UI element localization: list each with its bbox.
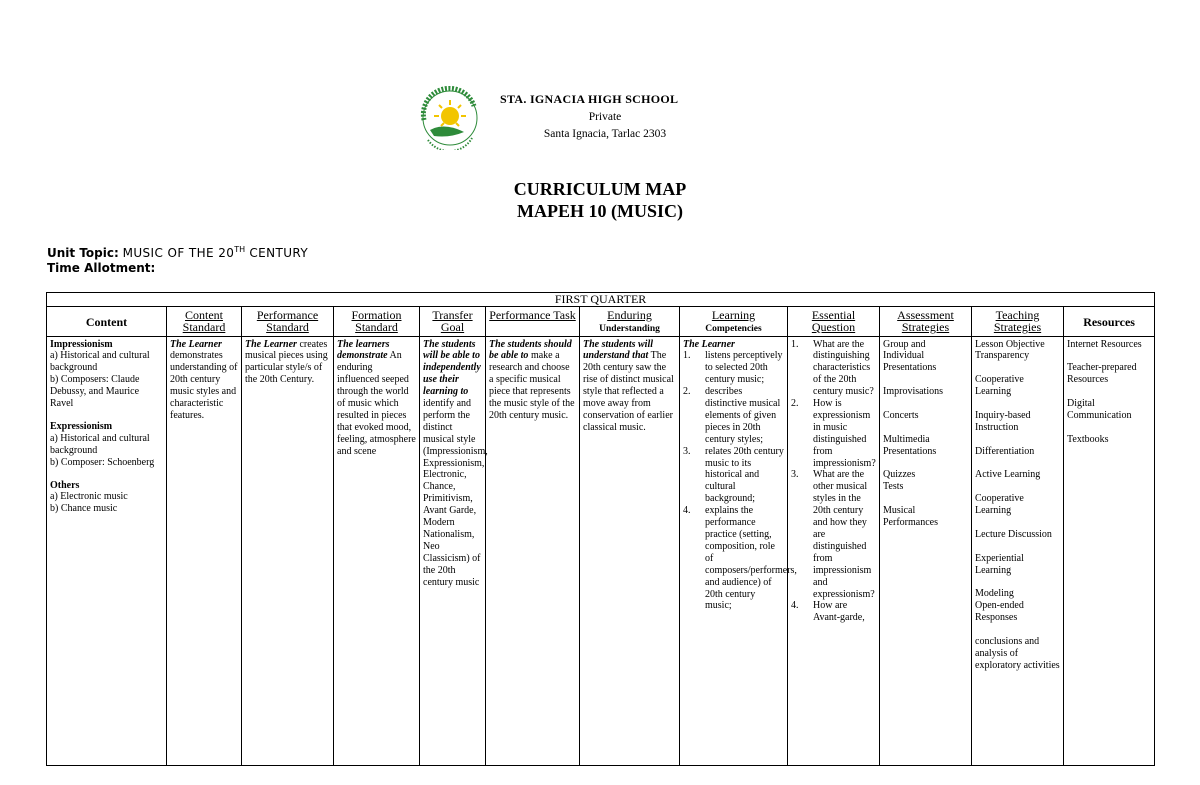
- teaching-item: Cooperative Learning: [975, 374, 1024, 398]
- time-allotment: [47, 261, 308, 276]
- teaching-item: Experiential Learning: [975, 552, 1024, 576]
- cell-resources: [1064, 336, 1155, 765]
- unit-meta: [47, 246, 308, 276]
- header-resources: Resources: [1064, 306, 1155, 336]
- cell-performance-task: The students should be able to make a research and choose a specific musical piece that represents the music style of the 20th century music.: [486, 336, 580, 765]
- curriculum-table: [46, 292, 1155, 766]
- question-item: 4. How are Avant-garde,: [791, 600, 865, 624]
- header-essential-question: Essential Question: [788, 306, 880, 336]
- teaching-item: Cooperative Learning: [975, 493, 1024, 517]
- teaching-item: Open-ended Responses: [975, 600, 1024, 624]
- question-item: 2. How is expressionism in music distinguished from impressionism?: [791, 398, 876, 469]
- cell-enduring-understanding: The students will understand that The 20th century saw the rise of distinct musical style that reflected a move away from conservation of earlier classical music.: [580, 336, 680, 765]
- assessment-item: Concerts: [883, 409, 919, 421]
- hand-icon: [430, 126, 464, 136]
- teaching-item: Differentiation: [975, 445, 1035, 457]
- sun-icon: [434, 100, 466, 126]
- teaching-item: Modeling: [975, 588, 1014, 600]
- header-transfer-goal: Transfer Goal: [420, 306, 486, 336]
- assessment-item: Musical Performances: [883, 505, 938, 529]
- document-title: CURRICULUM MAP: [513, 179, 687, 199]
- assessment-item: Multimedia Presentations: [883, 433, 937, 457]
- quarter-heading: FIRST QUARTER: [47, 293, 1155, 307]
- question-item: 3. What are the other musical styles in the 20th century and how they are distinguished from impressionism and expressionism?: [791, 469, 875, 600]
- header-performance-task: Performance Task: [486, 306, 580, 336]
- resource-item: Teacher-prepared Resources: [1067, 362, 1137, 386]
- assessment-item: Improvisations: [883, 386, 943, 398]
- document-subtitle: MAPEH 10 (MUSIC): [517, 201, 683, 221]
- cell-content: Impressionism a) Historical and cultural background b) Composers: Claude Debussy, and Maurice Ravel Expressionism a) Historical and cultural background b) Composer: Schoenberg Others a) Electronic music b) Chance music: [47, 336, 167, 765]
- teaching-item: conclusions and analysis of exploratory activities: [975, 636, 1060, 671]
- header-assessment-strategies: Assessment Strategies: [880, 306, 972, 336]
- teaching-item: Lesson Objective Transparency: [975, 338, 1045, 362]
- school-info: [500, 92, 710, 140]
- header-content-standard: Content Standard: [167, 306, 242, 336]
- header-content: Content: [47, 306, 167, 336]
- school-name: STA. IGNACIA HIGH SCHOOL: [500, 92, 679, 106]
- assessment-item: Group and Individual Presentations: [883, 338, 937, 374]
- header-enduring-understanding: Enduring Understanding: [580, 306, 680, 336]
- cell-formation-standard: The learners demonstrate An enduring influenced seeped through the world of music which resulted in pieces that evoked mood, feeling, atmosphere and scene: [334, 336, 420, 765]
- cell-learning-competencies: The Learner 1. listens perceptively to selected 20th century music; 2. describes distinctive musical elements of given pieces in 20th century styles; 3. relates 20th century music to its historical and cultural background; 4. explains the performance practice (setting, composition, role of composers/performers, and audience) of 20th century music;: [680, 336, 788, 765]
- unit-topic-label: Unit Topic:: [47, 246, 119, 260]
- cell-assessment-strategies: [880, 336, 972, 765]
- header-performance-standard: Performance Standard: [242, 306, 334, 336]
- school-address: Santa Ignacia, Tarlac 2303: [543, 128, 667, 140]
- teaching-item: Lecture Discussion: [975, 528, 1052, 540]
- resource-item: Digital Communication: [1067, 398, 1132, 421]
- cell-transfer-goal: The students will be able to independently use their learning to identify and perform the distinct musical style (Impressionism, Expressionism, Electronic, Chance, Primitivism, Avant Garde, Modern Nationalism, Neo Classicism) of the 20th century music: [420, 336, 486, 765]
- learning-item: 4. explains the performance practice (setting, composition, role of composers/performers, and audience) of 20th century music;: [683, 505, 797, 612]
- assessment-item: Tests: [883, 481, 904, 493]
- header-teaching-strategies: Teaching Strategies: [972, 306, 1064, 336]
- header-learning-competencies: Learning Competencies: [680, 306, 788, 336]
- unit-topic: [47, 246, 308, 261]
- school-type: Private: [588, 111, 622, 123]
- unit-topic-suffix: CENTURY: [245, 246, 309, 260]
- unit-topic-value: MUSIC OF THE 20: [122, 246, 235, 260]
- time-allotment-label: Time Allotment:: [47, 261, 156, 275]
- header-formation-standard: Formation Standard: [334, 306, 420, 336]
- document-title-block: [0, 178, 1200, 222]
- learning-item: 1. listens perceptively to selected 20th century music;: [683, 350, 783, 386]
- cell-content-standard: The Learner demonstrates understanding of 20th century music styles and characteristic features.: [167, 336, 242, 765]
- resource-item: Textbooks: [1067, 433, 1109, 445]
- cell-teaching-strategies: [972, 336, 1064, 765]
- cell-performance-standard: The Learner creates musical pieces using particular style/s of the 20th Century.: [242, 336, 334, 765]
- unit-topic-sup: TH: [234, 245, 246, 254]
- teaching-item: Inquiry-based Instruction: [975, 409, 1031, 433]
- learning-item: 3. relates 20th century music to its historical and cultural background;: [683, 445, 784, 505]
- assessment-item: Quizzes: [883, 469, 916, 481]
- question-item: 1. What are the distinguishing characteristics of the 20th century music?: [791, 338, 874, 398]
- cell-essential-question: [788, 336, 880, 765]
- learning-item: 2. describes distinctive musical elements of given pieces in 20th century styles;: [683, 386, 781, 445]
- school-seal-logo: [414, 86, 486, 150]
- teaching-item: Active Learning: [975, 469, 1041, 481]
- resource-item: Internet Resources: [1067, 338, 1142, 350]
